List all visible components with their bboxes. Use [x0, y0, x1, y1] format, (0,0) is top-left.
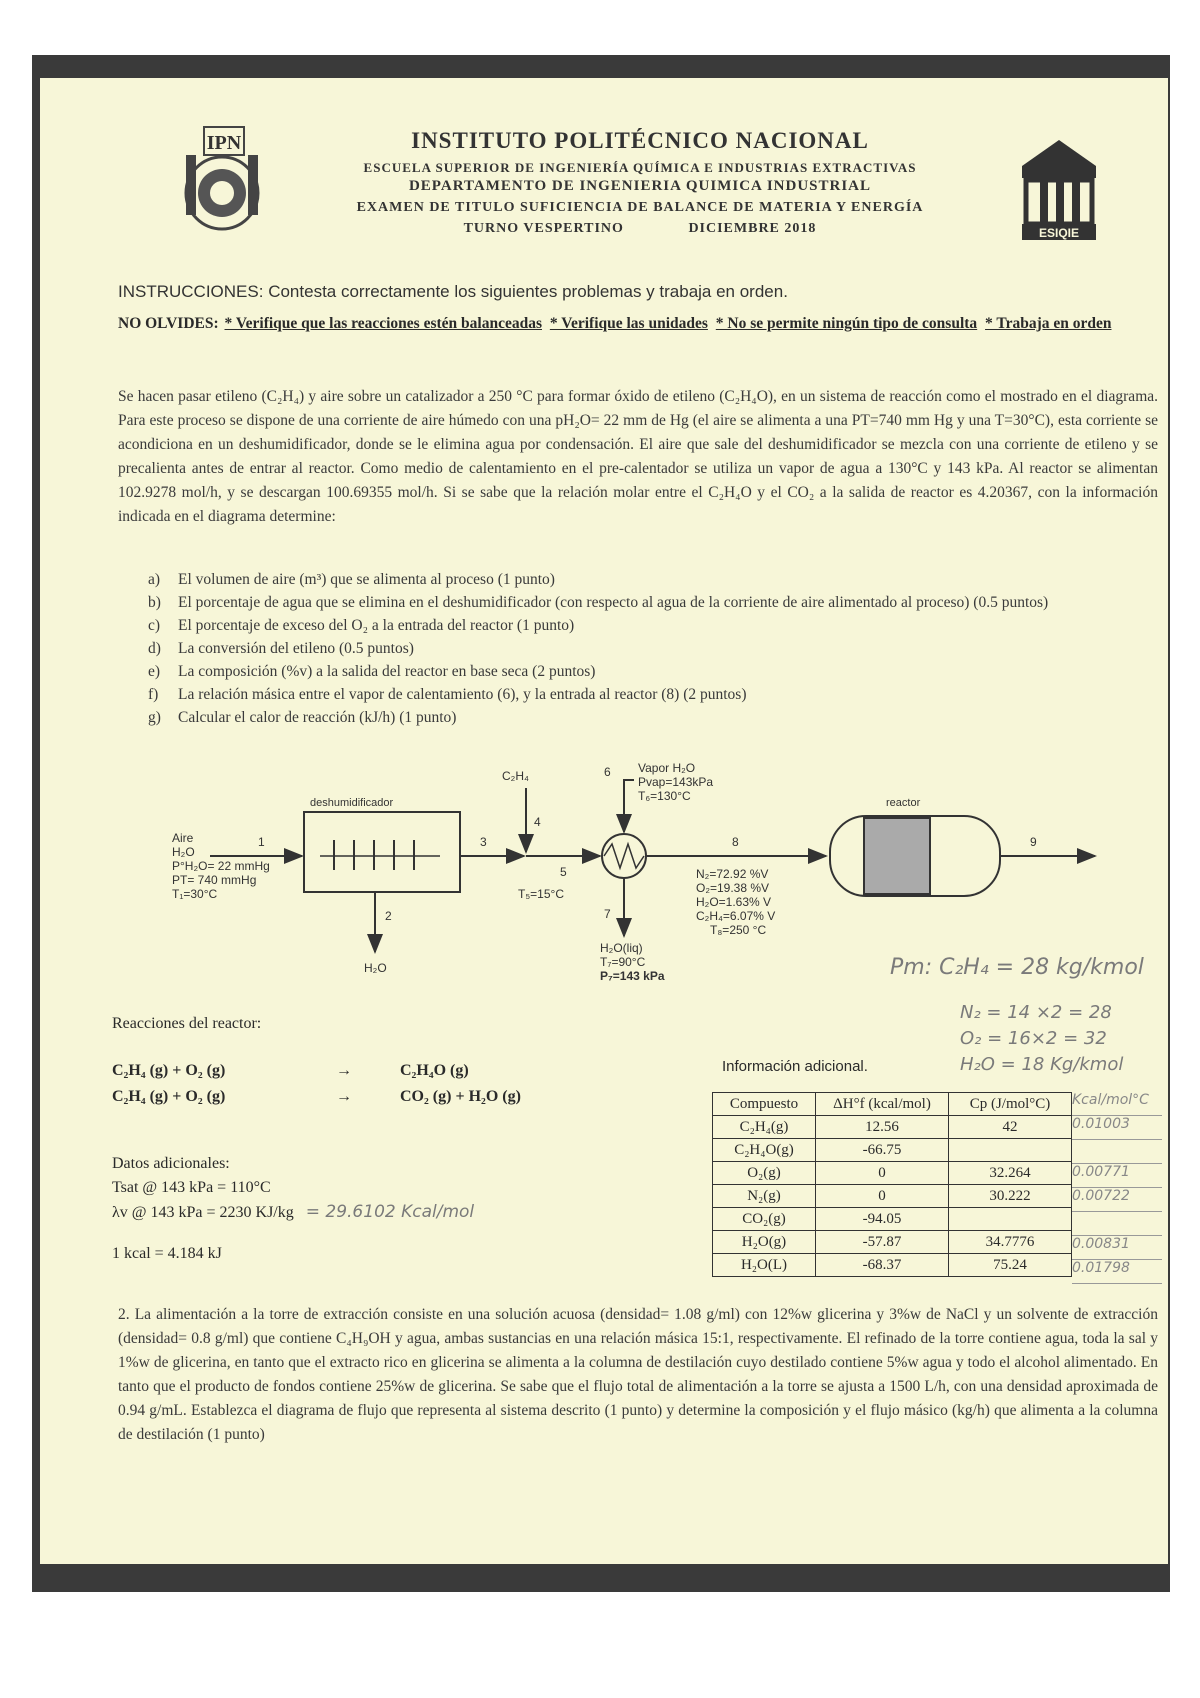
- stream-number: 8: [732, 835, 739, 849]
- problem1-statement: Se hacen pasar etileno (C₂H₄) y aire sobre un catalizador a 250 °C para formar óxido de etileno (C₂H₄O), en un sistema de reacción como el mostrado en el diagrama. Para este proceso se dispone de una corriente de aire húmedo con una pH₂O= 22 mm de Hg (el aire se alimenta a una PT=740 mm Hg y una T=30°C), esta corriente se acondiciona en un deshumidificador, donde se le elimina agua por condensación. El aire que sale del deshumidificador se mezcla con una corriente de etileno y se precalienta antes de entrar al reactor. Como medio de calentamiento en el pre-calentador se utiliza un vapor de agua a 130°C y 143 kPa. Al reactor se alimentan 102.9278 mol/h, y se descargan 100.69355 mol/h. Si se sabe que la relación molar entre el C₂H₄O y el CO₂ a la salida de reactor es 4.20367, con la información indicada en el diagrama determine:: [118, 388, 1158, 525]
- feed-label: H₂O: [172, 845, 195, 859]
- problem2-statement: 2. La alimentación a la torre de extracción consiste en una solución acuosa (densidad= 1.08 g/ml) con 12%w glicerina y 3%w de NaCl y un solvente de extracción (densidad= 0.8 g/ml) que contiene C₄H₉OH y agua, ambas sustancias en una relación másica 15:1, respectivamente. El refinado de la torre contiene agua, toda la sal y 1%w de glicerina, en tanto que el extracto rico en glicerina se alimenta a la columna de destilación cuyo destilado contiene 5%w agua y todo el alcohol alimentado. En tanto que el producto de fondos contiene 25%w de glicerina. Se sabe que el flujo total de alimentación a la torre se ajusta a 1500 L/h, con una densidad aproximada de 0.94 g/mL. Establezca el diagrama de flujo que representa al sistema descrito (1 punto) y determine la composición y el flujo másico (kg/h) que alimenta a la columna de destilación (1 punto): [118, 1306, 1158, 1443]
- extra-value: 0.01003: [1072, 1116, 1162, 1140]
- question-text: Calcular el calor de reacción (kJ/h) (1 punto): [178, 709, 457, 726]
- shift: TURNO VESPERTINO: [463, 221, 624, 236]
- stream-number: 3: [480, 835, 487, 849]
- question-item: [148, 591, 1158, 614]
- reminders-label: NO OLVIDES:: [118, 315, 219, 332]
- cp: [949, 1208, 1072, 1231]
- enthalpy: -57.87: [816, 1231, 949, 1254]
- shift-date: [270, 221, 1010, 237]
- school-name: ESCUELA SUPERIOR DE INGENIERÍA QUÍMICA E INDUSTRIAS EXTRACTIVAS: [363, 160, 917, 175]
- compound: C₂H₄O(g): [713, 1139, 816, 1162]
- compound: CO₂(g): [713, 1208, 816, 1231]
- tsat: Tsat @ 143 kPa = 110°C: [112, 1179, 271, 1196]
- compound: O₂(g): [713, 1162, 816, 1185]
- feed-label: P°H₂O= 22 mmHg: [172, 859, 270, 873]
- compound: N₂(g): [713, 1185, 816, 1208]
- question-text: La relación másica entre el vapor de calentamiento (6), y la entrada al reactor (8) (2 puntos): [178, 686, 747, 703]
- steam-label: T₆=130°C: [638, 789, 691, 803]
- additional-data: [112, 1152, 474, 1225]
- compound: C₂H₄(g): [713, 1116, 816, 1139]
- stream8-composition: C₂H₄=6.07% V: [696, 909, 776, 923]
- question-letter: g): [148, 709, 161, 726]
- lambda: λv @ 143 kPa = 2230 KJ/kg: [112, 1204, 294, 1221]
- lambda-row: [112, 1200, 474, 1225]
- properties-table: [712, 1092, 1072, 1277]
- steam-label: Vapor H₂O: [638, 761, 696, 775]
- reaction-left: C₂H₄ (g) + O₂ (g): [112, 1062, 226, 1079]
- lambda-handwritten: = 29.6102 Kcal/mol: [305, 1202, 475, 1222]
- datos-title: Datos adicionales:: [112, 1155, 230, 1172]
- svg-text:IPN: IPN: [206, 132, 242, 154]
- handwritten-n2: N₂ = 14 ×2 = 28: [960, 1002, 1112, 1023]
- condensate-label: T₇=90°C: [600, 955, 646, 969]
- question-item: [148, 637, 1158, 660]
- enthalpy: -94.05: [816, 1208, 949, 1231]
- question-letter: b): [148, 594, 161, 611]
- enthalpy: 0: [816, 1162, 949, 1185]
- unit-conversion: 1 kcal = 4.184 kJ: [112, 1245, 222, 1262]
- question-text: El porcentaje de agua que se elimina en el deshumidificador (con respecto al agua de la corriente de aire alimentado al proceso) (0.5 puntos): [178, 594, 1049, 611]
- t5-label: T₅=15°C: [518, 887, 564, 901]
- stream-number: 7: [604, 907, 611, 921]
- table-row: [713, 1162, 1072, 1185]
- extra-value: 0.00771: [1072, 1164, 1162, 1188]
- feed-label: PT= 740 mmHg: [172, 873, 257, 887]
- stream-number: 1: [258, 835, 265, 849]
- question-item: [148, 568, 1158, 591]
- question-item: [148, 660, 1158, 683]
- cp: 75.24: [949, 1254, 1072, 1277]
- reminder-item: * Trabaja en orden: [985, 315, 1112, 332]
- reminders: [118, 313, 1158, 335]
- column-header: Cp (J/mol°C): [949, 1093, 1072, 1116]
- question-item: [148, 614, 1158, 637]
- reaction-1: [112, 1062, 469, 1080]
- steam-label: Pvap=143kPa: [638, 775, 714, 789]
- instructions-label: INSTRUCCIONES:: [118, 282, 264, 301]
- institute-title: INSTITUTO POLITÉCNICO NACIONAL: [411, 128, 869, 153]
- question-item: [148, 706, 1158, 729]
- cp: 32.264: [949, 1162, 1072, 1185]
- handwritten-o2: O₂ = 16×2 = 32: [960, 1028, 1107, 1049]
- reaction-arrow: →: [336, 1088, 352, 1105]
- compound: H₂O(L): [713, 1254, 816, 1277]
- stream8-composition: H₂O=1.63% V: [696, 895, 772, 909]
- table-row: [713, 1231, 1072, 1254]
- extra-value: 0.00831: [1072, 1236, 1162, 1260]
- compound: H₂O(g): [713, 1231, 816, 1254]
- enthalpy: 12.56: [816, 1116, 949, 1139]
- instructions: [118, 282, 788, 302]
- handwritten-pm: Pm: C₂H₄ = 28 kg/kmol: [890, 955, 1144, 980]
- stream-number: 9: [1030, 835, 1037, 849]
- exam-date: DICIEMBRE 2018: [688, 221, 817, 236]
- ipn-logo-icon: [178, 125, 266, 233]
- question-text: La composición (%v) a la salida del reactor en base seca (2 puntos): [178, 663, 596, 680]
- extra-header: Kcal/mol°C: [1072, 1092, 1162, 1116]
- water-out-label: H₂O: [364, 961, 387, 975]
- question-letter: f): [148, 686, 159, 703]
- stream-number: 5: [560, 865, 567, 879]
- esiqie-logo-icon: [1018, 138, 1100, 244]
- question-letter: c): [148, 617, 161, 634]
- cp: [949, 1139, 1072, 1162]
- reaction-right: C₂H₄O (g): [400, 1062, 469, 1079]
- question-item: [148, 683, 1158, 706]
- exam-title: EXAMEN DE TITULO SUFICIENCIA DE BALANCE DE MATERIA Y ENERGÍA: [356, 200, 924, 215]
- department-name: DEPARTAMENTO DE INGENIERIA QUIMICA INDUSTRIAL: [408, 178, 872, 194]
- column-header: Compuesto: [713, 1093, 816, 1116]
- reminder-item: * No se permite ningún tipo de consulta: [715, 315, 978, 332]
- catalyst-bed: [864, 818, 930, 894]
- handwritten-h2o: H₂O = 18 Kg/kmol: [960, 1054, 1124, 1075]
- reaction-left: C₂H₄ (g) + O₂ (g): [112, 1088, 226, 1105]
- dehumidifier-label: deshumidificador: [310, 797, 394, 809]
- condensate-label: H₂O(liq): [600, 941, 643, 955]
- question-text: La conversión del etileno (0.5 puntos): [178, 640, 414, 657]
- dehumidifier: [304, 812, 460, 892]
- question-text: El porcentaje de exceso del O₂ a la entrada del reactor (1 punto): [178, 617, 575, 634]
- question-letter: d): [148, 640, 161, 657]
- table-row: [713, 1254, 1072, 1277]
- column-header: ΔH°f (kcal/mol): [816, 1093, 949, 1116]
- question-letter: a): [148, 571, 161, 588]
- extra-value: [1072, 1140, 1162, 1164]
- stream-6-line: [624, 780, 634, 832]
- extra-value: 0.01798: [1072, 1260, 1162, 1284]
- enthalpy: 0: [816, 1185, 949, 1208]
- enthalpy: -66.75: [816, 1139, 949, 1162]
- reactions-title: Reacciones del reactor:: [112, 1015, 262, 1032]
- table-row: [713, 1208, 1072, 1231]
- reaction-2: [112, 1088, 521, 1106]
- instructions-text: Contesta correctamente los siguientes problemas y trabaja en orden.: [268, 282, 788, 301]
- stream8-composition: N₂=72.92 %V: [696, 867, 769, 881]
- handwritten-cp-column: [1072, 1092, 1162, 1284]
- table-row: [713, 1116, 1072, 1139]
- extra-value: 0.00722: [1072, 1188, 1162, 1212]
- table-row: [713, 1185, 1072, 1208]
- question-letter: e): [148, 663, 161, 680]
- extra-value: [1072, 1212, 1162, 1236]
- question-text: El volumen de aire (m³) que se alimenta al proceso (1 punto): [178, 571, 555, 588]
- stream8-composition: O₂=19.38 %V: [696, 881, 770, 895]
- cp: 34.7776: [949, 1231, 1072, 1254]
- svg-text:ESIQIE: ESIQIE: [1038, 226, 1080, 240]
- cp: 30.222: [949, 1185, 1072, 1208]
- problem1-questions: [148, 568, 1158, 729]
- ethylene-label: C₂H₄: [502, 769, 529, 783]
- condensate-label: P₇=143 kPa: [600, 969, 665, 983]
- table-row: [713, 1139, 1072, 1162]
- reaction-arrow: →: [336, 1062, 352, 1079]
- cp: 42: [949, 1116, 1072, 1139]
- stream8-composition: T₈=250 °C: [710, 923, 767, 937]
- info-title: Información adicional.: [722, 1058, 868, 1075]
- feed-label: T₁=30°C: [172, 887, 218, 901]
- table-header: [713, 1093, 1072, 1116]
- reminder-item: * Verifique las unidades: [549, 315, 708, 332]
- enthalpy: -68.37: [816, 1254, 949, 1277]
- reminder-item: * Verifique que las reacciones estén balanceadas: [224, 315, 542, 332]
- stream-number: 6: [604, 765, 611, 779]
- reaction-right: CO₂ (g) + H₂O (g): [400, 1088, 521, 1105]
- stream-number: 4: [534, 815, 541, 829]
- stream-number: 2: [385, 909, 392, 923]
- reactor-label: reactor: [886, 797, 921, 809]
- feed-label: Aire: [172, 831, 194, 845]
